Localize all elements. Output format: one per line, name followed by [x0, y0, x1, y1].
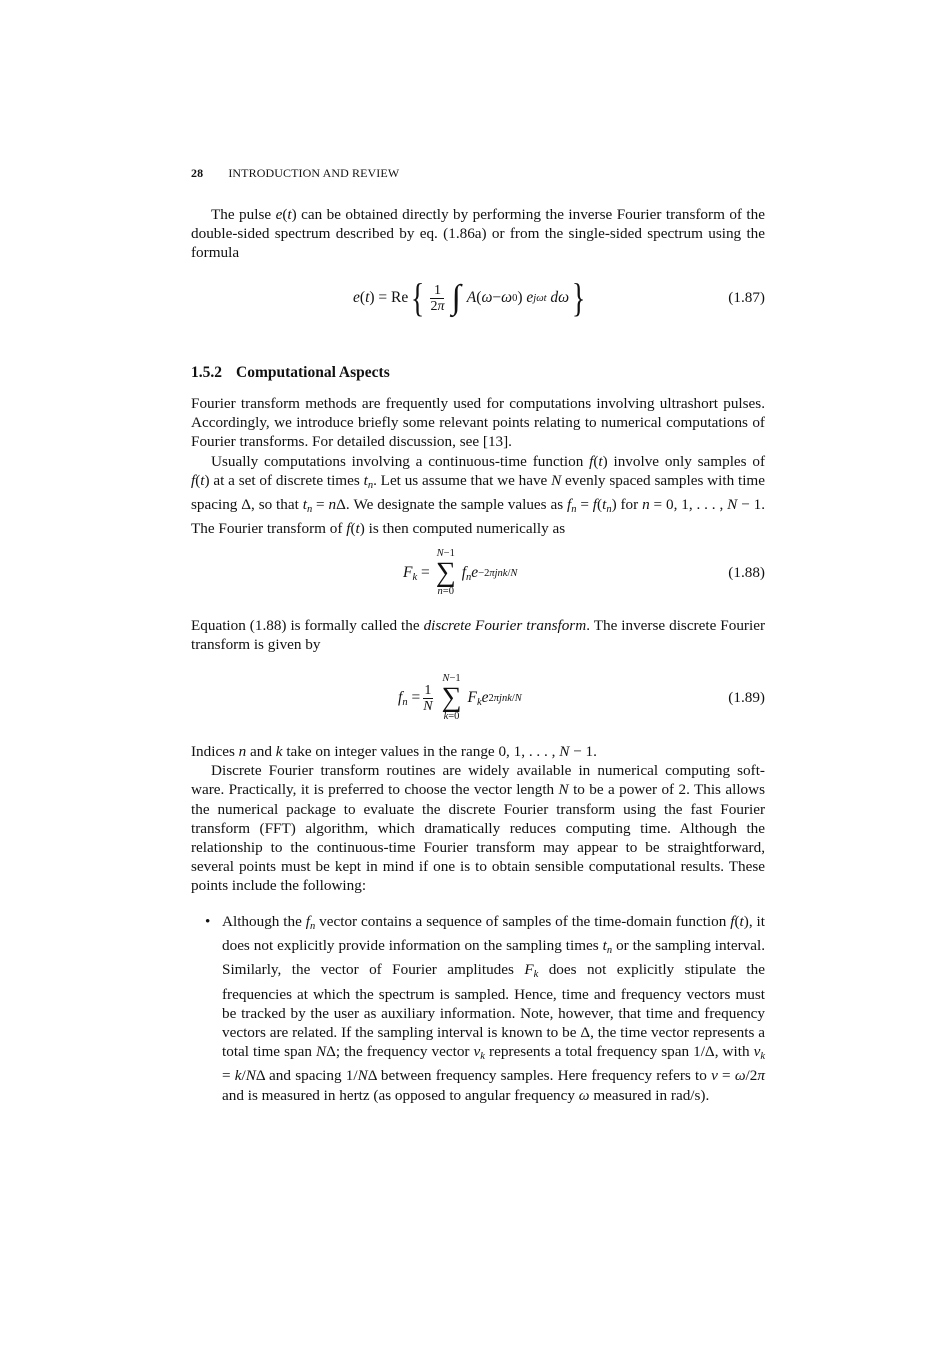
body-text-block-2 — [191, 742, 765, 896]
intro-paragraph: The pulse e(t) can be obtained directly by performing the inverse Fourier transform of the double-sided spectrum described by eq. (1.86a) or from the single-sided spectrum using the formula — [191, 206, 765, 262]
section-title: Computational Aspects — [236, 364, 390, 381]
equation-number: (1.87) — [728, 289, 765, 306]
equation-number: (1.88) — [728, 564, 765, 581]
body-text-block — [191, 394, 765, 538]
paragraph-1: Fourier transform methods are frequently used for computations involving ultrashort pulses. Accordingly, we introduce briefly some relevant points relating to numerical computations of Fourier transforms. For detailed discussion, see [13]. — [191, 395, 765, 451]
paragraph-4: Indices n and k take on integer values in the range 0, 1, . . . , N − 1. — [191, 743, 597, 760]
bullet-item: • Although the $f_n$ vector contains a sequence of samples of the time-domain function f(t), it does not explicitly provide information on the sampling times $t_n$ or the sampling interval. Similarly, the vector of Fourier amplitudes $F_k$ does not explicitly stipulate the frequencies at which the spectrum is sampled. Hence, time and frequency vectors must be tracked by the user as auxiliary information. Note, however, that time and frequency vectors are related. If the sampling interval is known to be Δ, the time vector represents a total time span NΔ; the frequency vector $\nu_k$ represents a total frequency span 1/Δ, with $\nu_k = k/N\Delta$ and spacing 1/NΔ between frequency samples. Here frequency refers to ν = ω/2π and is measured in hertz (as opposed to angular frequency ω measured in rad/s). — [205, 913, 766, 1104]
running-head — [191, 166, 399, 181]
equation-1-89: $f_n$ = $\frac{1}{N}$ N−1 ∑ k=0 $F_k$ e 2πjnk/N (1.89) — [191, 670, 765, 726]
page-number: 28 — [191, 166, 204, 180]
paragraph-5: Discrete Fourier transform routines are widely available in numerical computing soft-ware. Practically, it is preferred to choose the vector length N to be a power of 2. This allows the numerical package to evaluate the discrete Fourier transform using the fast Fourier transform (FFT) algorithm, which dramatically reduces computing time. Although the relationship to the continuous-time Fourier transform may appear to be straightforward, several points must be kept in mind if one is to obtain sensible computational results. These points include the following: — [191, 762, 766, 895]
equation-number: (1.89) — [728, 689, 765, 706]
paragraph-2: Usually computations involving a continuous-time function f(t) involve only samples of f(t) at a set of discrete times $t_n$. Let us assume that we have N evenly spaced samples with time spacing Δ, so that $t_n = n\Delta$. We designate the sample values as $f_n = f(t_n)$ for n = 0, 1, . . . , N − 1. The Fourier transform of f(t) is then computed numerically as — [191, 452, 766, 538]
paragraph-3: Equation (1.88) is formally called the discrete Fourier transform. The inverse discrete Fourier transform is given by — [191, 617, 765, 654]
chapter-title: INTRODUCTION AND REVIEW — [228, 166, 400, 180]
equation-1-88: $F_k$ = N−1 ∑ n=0 $f_n$ e −2πjnk/N (1.88) — [191, 545, 765, 601]
section-heading — [191, 364, 390, 382]
section-number: 1.5.2 — [191, 364, 222, 381]
bullet-icon: • — [205, 913, 211, 930]
equation-1-87: e ( t ) = Re { $\frac{1}{2\pi}$ ∫ A ( ω − ω 0 ) e jωt dω } (1.87) — [191, 270, 765, 326]
